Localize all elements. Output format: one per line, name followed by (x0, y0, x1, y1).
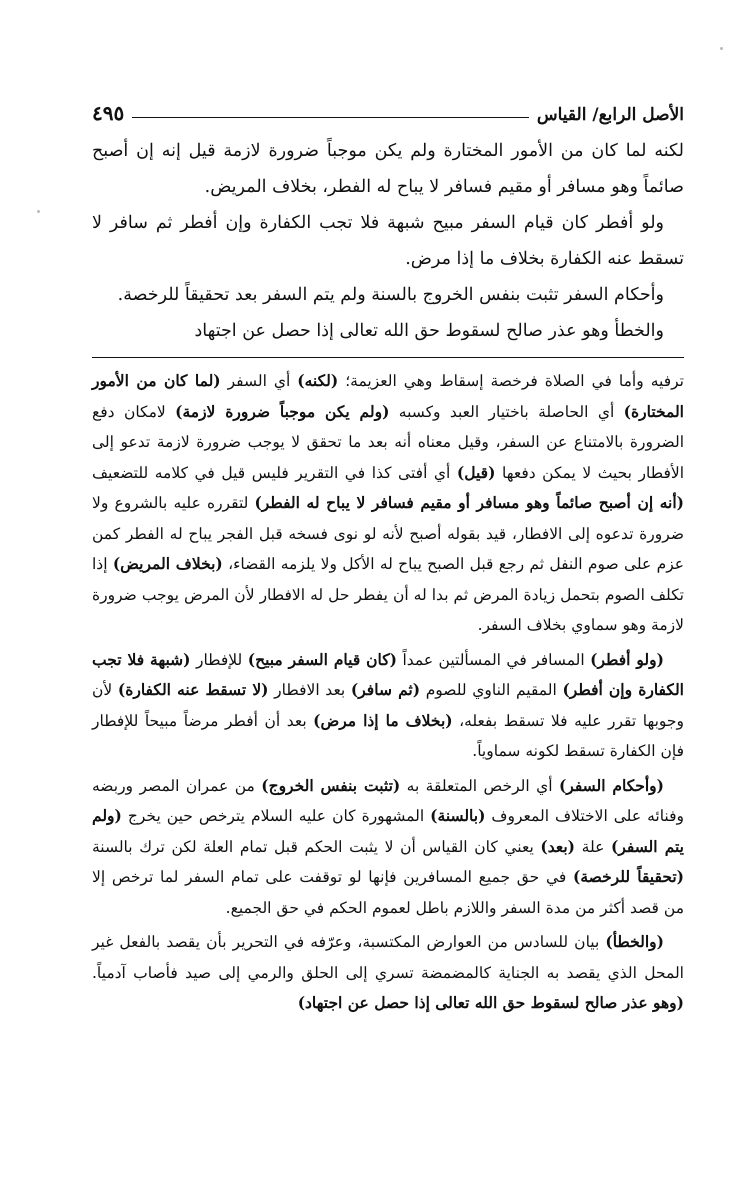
quoted-main-text: (ولم يتم السفر) (92, 806, 685, 856)
main-text-paragraph: ولو أفطر كان قيام السفر مبيح شبهة فلا تجب الكفارة وإن أفطر ثم سافر لا تسقط عنه الكفارة بخلاف ما إذا مرض. (92, 213, 684, 269)
commentary-paragraph (92, 366, 684, 641)
commentary-text: لأن وجوبها تقرر عليه فلا تسقط بفعله، (92, 681, 684, 730)
running-header (92, 93, 684, 125)
commentary-text: للإفطار (190, 650, 248, 669)
quoted-main-text: (بخلاف ما إذا مرض) (313, 710, 453, 730)
quoted-main-text: (والخطأ) (605, 932, 664, 951)
commentary-text: أي السفر (220, 372, 298, 390)
commentary-text: من عمران المصر وربضه وفنائه على الاختلاف المعروف (92, 776, 684, 825)
commentary-text: بعد أن أفطر مرضاً مبيحاً للإفطار فإن الكفارة تسقط لكونه سماوياً. (92, 711, 684, 760)
commentary-paragraph (92, 927, 684, 1019)
quoted-main-text: (كان قيام السفر مبيح) (247, 649, 397, 669)
main-text-paragraph: والخطأ وهو عذر صالح لسقوط حق الله تعالى إذا حصل عن اجتهاد (194, 321, 664, 341)
quoted-main-text: (ثم سافر) (350, 680, 421, 699)
quoted-main-text: (تحقيقاً للرخصة) (573, 867, 684, 886)
quoted-main-text: (تثبت بنفس الخروج) (261, 775, 401, 795)
quoted-main-text: (لا تسقط عنه الكفارة) (117, 680, 269, 699)
quoted-main-text: (وهو عذر صالح لسقوط حق الله تعالى إذا حصل عن اجتهاد) (297, 993, 684, 1012)
commentary-text: علة (575, 837, 611, 856)
main-text (92, 133, 684, 349)
commentary-text: لتقرره عليه بالشروع ولا ضرورة تدعوه إلى الافطار، قيد بقوله أصبح لأنه لو نوى فسخه قبل الفجر يباح له الفطر كمن عزم على صوم النفل ثم رجع قبل الصبح يباح له الأكل ولا يلزمه القضاء، (92, 494, 684, 573)
scan-speck (720, 47, 723, 50)
quoted-main-text: (بالسنة) (430, 806, 486, 825)
quoted-main-text: (بعد) (540, 836, 576, 856)
commentary-text: المشهورة كان عليه السلام يترخص حين يخرج (121, 807, 431, 825)
quoted-main-text: (شبهة فلا تجب الكفارة وإن أفطر) (92, 649, 684, 699)
commentary-text: أي أفتى كذا في التقرير فليس قيل في كلامه للتضعيف (92, 463, 457, 482)
commentary-paragraph (92, 645, 684, 767)
commentary-text: ترفيه وأما في الصلاة فرخصة إسقاط وهي العزيمة؛ (338, 372, 684, 390)
quoted-main-text: (ولم يكن موجباً ضرورة لازمة) (175, 401, 390, 421)
commentary-text: لامكان دفع الضرورة بالامتناع عن السفر، وقيل معناه أنه بعد ما تحقق لا يوجب ضرورة لازمة تدعو إلى الأفطار بحيث لا يمكن دفعها (92, 402, 684, 482)
commentary-text: أي الحاصلة باختيار العبد وكسبه (389, 402, 624, 421)
commentary-text: المسافر في المسألتين عمداً (396, 650, 591, 669)
header-rule (132, 117, 529, 118)
quoted-main-text: (قيل) (456, 462, 496, 482)
quoted-main-text: (بخلاف المريض) (112, 554, 223, 573)
footnote-divider (92, 357, 684, 358)
commentary-text: بيان للسادس من العوارض المكتسبة، وعرّفه في التحرير بأن يقصد بالفعل غير المحل الذي يقصد به الجناية كالمضمضة تسري إلى الحلق والرمي إلى صيد فأصاب آدمياً. (92, 933, 684, 982)
quoted-main-text: (لكنه) (297, 371, 339, 390)
commentary-text: في حق جميع المسافرين فإنها لو توقفت على تمام السفر لما ترخص إلا من قصد أكثر من مدة السفر واللازم باطل لعموم الحكم في حق الجميع. (92, 868, 684, 917)
commentary-text: بعد الافطار (268, 681, 351, 699)
commentary-text: إذا تكلف الصوم بتحمل زيادة المرض ثم بدا له أن يفطر حل له الافطار لأن المرض يوجب ضرورة لازمة وهو سماوي بخلاف السفر. (92, 555, 684, 634)
header-title: الأصل الرابع/ القياس (536, 105, 684, 125)
scan-speck (37, 210, 40, 213)
quoted-main-text: (وأحكام السفر) (558, 775, 665, 795)
commentary-text: يعني كان القياس أن لا يثبت الحكم قبل تمام العلة لكن ترك بالسنة (92, 837, 541, 856)
commentary-text: أي الرخص المتعلقة به (400, 776, 559, 795)
main-text-paragraph: وأحكام السفر تثبت بنفس الخروج بالسنة ولم يتم السفر بعد تحقيقاً للرخصة. (117, 285, 664, 305)
commentary-paragraph (92, 771, 684, 924)
quoted-main-text: (لما كان من الأمور المختارة) (92, 371, 684, 421)
quoted-main-text: (ولو أفطر) (590, 649, 664, 669)
quoted-main-text: (أنه إن أصبح صائماً وهو مسافر أو مقيم فسافر لا يباح له الفطر) (254, 493, 684, 512)
page-number: ٤٩٥ (92, 101, 125, 125)
commentary (92, 366, 684, 1023)
commentary-text: المقيم الناوي للصوم (420, 681, 563, 699)
main-text-paragraph: لكنه لما كان من الأمور المختارة ولم يكن موجباً ضرورة لازمة قيل إنه إن أصبح صائماً وهو مسافر أو مقيم فسافر لا يباح له الفطر، بخلاف المريض. (92, 141, 684, 197)
